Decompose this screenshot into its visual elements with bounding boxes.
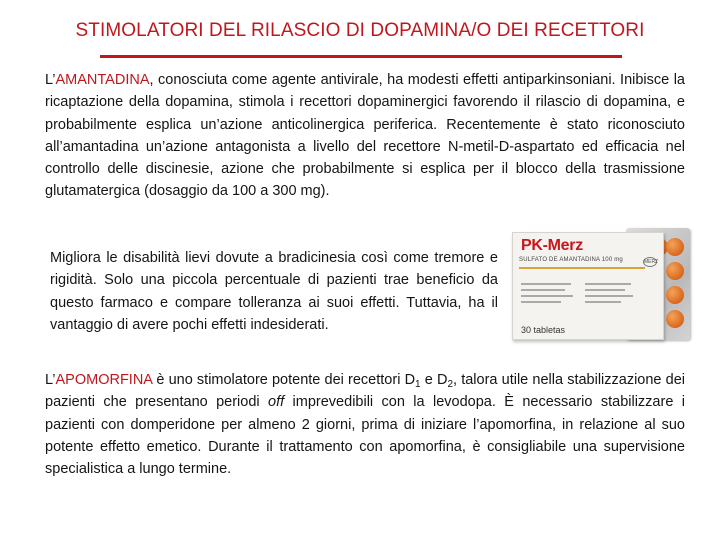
tablet [666,238,684,256]
apomorfina-drug-name: APOMORFINA [55,372,153,388]
box-text-line [585,301,621,303]
apomorfina-text-4: imprevedibili con la levodopa. È necessario stabilizzare i pazienti con domperidone per almeno 2 giorni, prima di iniziare l’apomorfina, in relazione al suo potente effetto emetico. Durante il trattamento con apomorfina, è consigliabile una supervisione specialistica a lungo termine. [45,394,685,478]
tablet [666,286,684,304]
box-text-line [585,295,633,297]
amantadina-drug-name: AMANTADINA [55,72,150,88]
apomorfina-text-2: e D [420,372,448,388]
d2-subscript: 2 [447,379,454,390]
off-italic: off [268,394,285,411]
apomorfina-text-1: è uno stimolatore potente dei recettori D [152,372,416,388]
d1-subscript: 1 [415,379,421,390]
title-underline [100,55,622,58]
migliora-paragraph [50,247,498,336]
apomorfina-prefix: L’ [45,372,56,388]
apomorfina-paragraph [45,369,685,480]
box-text-line [585,283,631,285]
tablet [666,310,684,328]
migliora-text: Migliora le disabilità lievi dovute a bradicinesia così come tremore e rigidità. Solo una piccola percentuale di pazienti trae beneficio da questo farmaco e compare tolleranza ai suoi effetti. Tuttavia, ha il vantaggio di avere pochi effetti indesiderati. [50,250,498,333]
box-text-line [521,295,573,297]
amantadina-prefix: L’ [45,72,56,88]
slide-title: STIMOLATORI DEL RILASCIO DI DOPAMINA/O DEI RECETTORI [75,20,645,41]
tablet [666,262,684,280]
product-count: 30 tabletas [521,325,566,335]
amantadina-paragraph [45,69,685,203]
box-text-line [521,289,565,291]
product-brand: PK-Merz [521,237,583,254]
merz-logo-icon: MERZ [644,259,659,265]
pk-merz-product-image [506,224,692,342]
product-subtitle: SULFATO DE AMANTADINA 100 mg [519,257,623,263]
apomorfina-text-3: , talora utile nella stabilizzazione dei pazienti che presentano periodi [45,372,686,411]
box-text-line [521,283,571,285]
medicine-box [512,232,664,340]
box-stripe [519,267,645,269]
amantadina-text: , conosciuta come agente antivirale, ha modesti effetti antiparkinsoniani. Inibisce la ricaptazione della dopamina, stimola i recettori dopaminergici favorendo il rilascio di dopamina, e probabilmente esplica un’azione anticolinergica periferica. Recentemente è stato riconosciuto all’amantadina un’azione antagonista a livello del recettore N-metil-D-aspartato ed efficacia nel controllo delle discinesie, azione che probabilmente si esplica per il blocco della trasmissione glutamatergica (dosaggio da 100 a 300 mg). [45,72,685,200]
box-text-line [521,301,561,303]
box-text-line [585,289,625,291]
